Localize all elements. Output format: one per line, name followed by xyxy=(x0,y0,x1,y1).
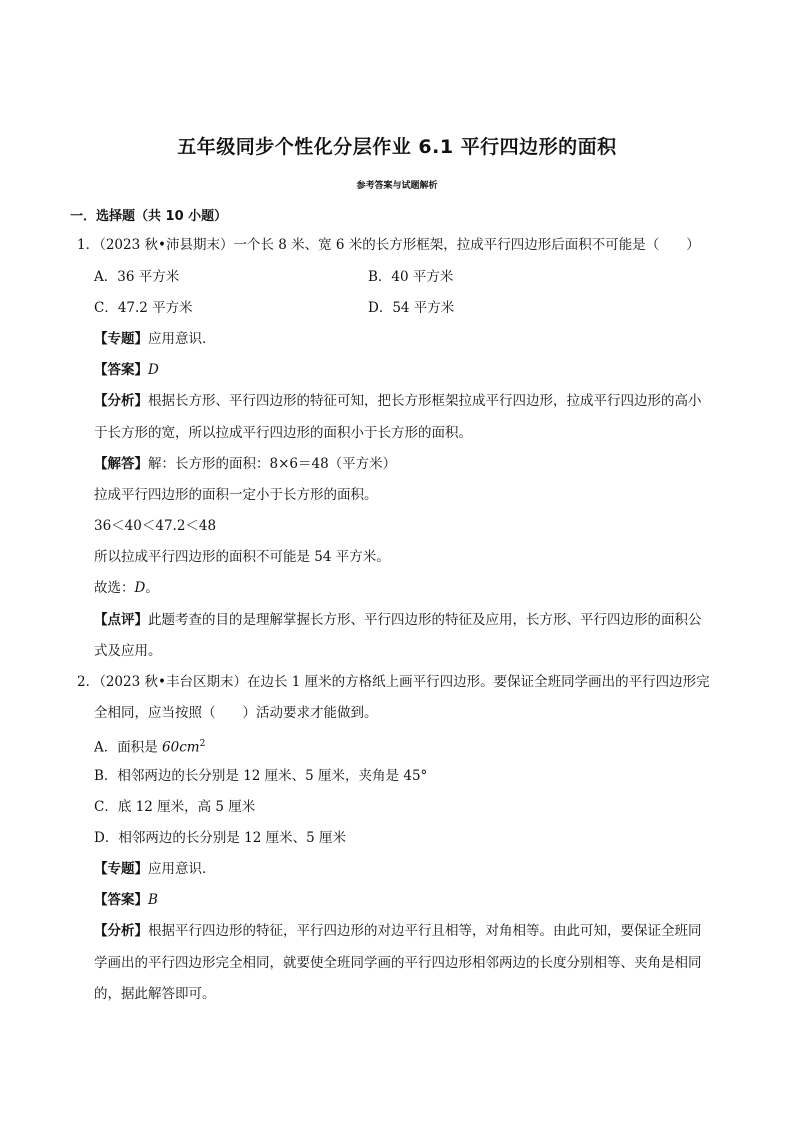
q2-topic-tag: 【专题】 xyxy=(94,861,148,877)
q2-option-a xyxy=(94,735,205,757)
q2-analysis-text-1: 根据平行四边形的特征，平行四边形的对边平行且相等，对角相等。由此可知，要保证全班同 xyxy=(148,923,702,939)
q1-answer-value: D xyxy=(148,362,159,378)
q2-stem-line-1: 2．（2023 秋•丰台区期末）在边长 1 厘米的方格纸上画平行四边形。要保证全班同学画出的平行四边形完 xyxy=(77,674,710,690)
q1-option-d: D．54 平方米 xyxy=(368,300,455,316)
q2-option-b: B．相邻两边的长分别是 12 厘米、5 厘米，夹角是 45° xyxy=(94,768,428,784)
q1-choice-answer: D xyxy=(134,580,146,596)
q2-analysis-line-1 xyxy=(94,922,702,940)
q2-stem-line-2: 全相同，应当按照（ ）活动要求才能做到。 xyxy=(94,705,378,721)
q1-answer-tag: 【答案】 xyxy=(94,362,148,378)
q1-topic-text: 应用意识． xyxy=(148,331,216,347)
q2-answer-tag: 【答案】 xyxy=(94,892,148,908)
q1-topic-tag: 【专题】 xyxy=(94,331,148,347)
q1-stem: 1．（2023 秋•沛县期末）一个长 8 米、宽 6 米的长方形框架，拉成平行四边形后面积不可能是（ ） xyxy=(77,237,700,253)
page-subtitle: 参考答案与试题解析 xyxy=(356,181,438,191)
q1-analysis-line-1 xyxy=(94,392,702,410)
q2-analysis-line-3: 的，据此解答即可。 xyxy=(94,986,216,1002)
q1-comment-line-1 xyxy=(94,611,702,629)
q2-answer xyxy=(94,891,158,909)
q2-option-a-unit: cm xyxy=(179,739,200,756)
q1-solution-line-4: 所以拉成平行四边形的面积不可能是 54 平方米。 xyxy=(94,549,390,565)
q2-option-d: D．相邻两边的长分别是 12 厘米、5 厘米 xyxy=(94,830,346,846)
q1-solution-line-5 xyxy=(94,579,159,597)
q1-solution-line-3: 36＜40＜47.2＜48 xyxy=(94,518,217,534)
section-heading: 一．选择题（共 10 小题） xyxy=(70,209,228,224)
q2-topic-text: 应用意识． xyxy=(148,861,216,877)
q2-analysis-tag: 【分析】 xyxy=(94,923,148,939)
q1-topic xyxy=(94,330,216,348)
q2-option-c: C．底 12 厘米，高 5 厘米 xyxy=(94,799,256,815)
q1-comment-text-1: 此题考查的目的是理解掌握长方形、平行四边形的特征及应用，长方形、平行四边形的面积公 xyxy=(148,612,702,628)
q1-analysis-tag: 【分析】 xyxy=(94,393,148,409)
q1-analysis-line-2: 于长方形的宽，所以拉成平行四边形的面积小于长方形的面积。 xyxy=(94,425,472,441)
q2-answer-value: B xyxy=(148,892,158,908)
page-title: 五年级同步个性化分层作业 6.1 平行四边形的面积 xyxy=(177,136,617,158)
q1-solution-text-1: 解：长方形的面积：8×6＝48（平方米） xyxy=(148,456,397,472)
q2-analysis-line-2: 学画出的平行四边形完全相同，就要使全班同学画的平行四边形相邻两边的长度分别相等、夹角是相同 xyxy=(94,955,702,971)
q1-option-c: C．47.2 平方米 xyxy=(94,300,193,316)
q1-solution-tag: 【解答】 xyxy=(94,456,148,472)
q1-solution-line-2: 拉成平行四边形的面积一定小于长方形的面积。 xyxy=(94,487,378,503)
q1-option-a: A．36 平方米 xyxy=(94,269,180,285)
q1-solution-line-1 xyxy=(94,455,396,473)
q1-choice-prefix: 故选： xyxy=(94,580,135,596)
q1-answer xyxy=(94,361,159,379)
q2-topic xyxy=(94,860,216,878)
q1-comment-line-2: 式及应用。 xyxy=(94,643,162,659)
q2-option-a-exponent: 2 xyxy=(199,739,206,749)
q1-option-b: B．40 平方米 xyxy=(368,269,454,285)
q1-choice-suffix: 。 xyxy=(145,580,159,596)
q2-option-a-value: 60 xyxy=(162,739,180,756)
q1-analysis-text-1: 根据长方形、平行四边形的特征可知，把长方形框架拉成平行四边形，拉成平行四边形的高小 xyxy=(148,393,702,409)
q1-comment-tag: 【点评】 xyxy=(94,612,148,628)
q2-option-a-prefix: A．面积是 xyxy=(94,739,163,756)
